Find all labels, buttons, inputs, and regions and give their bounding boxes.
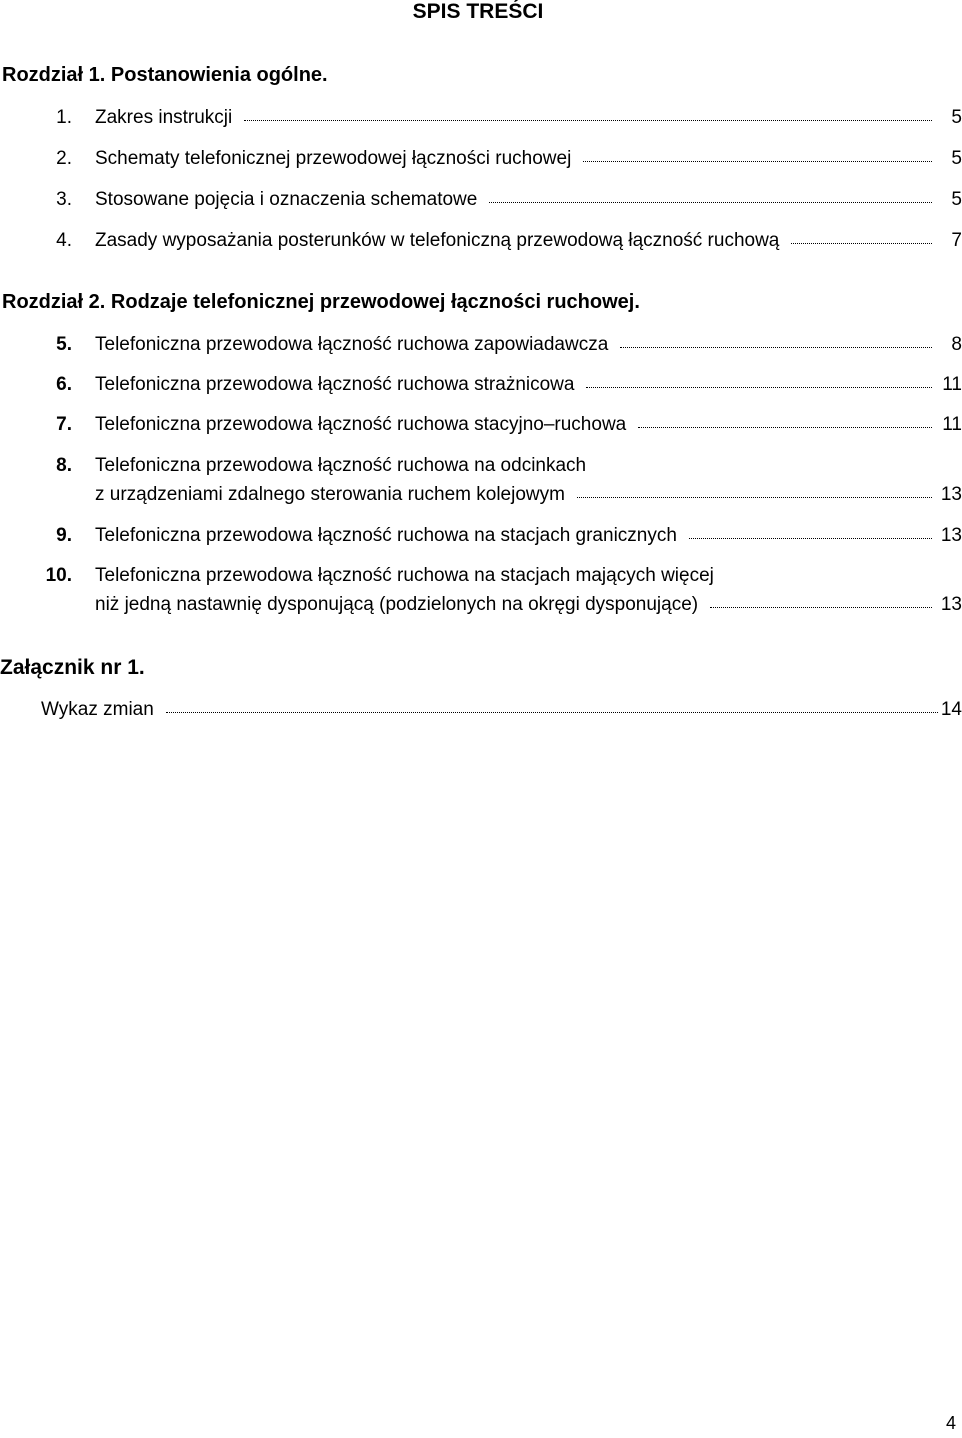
entry-page: 5 <box>951 189 962 210</box>
entry-page: 8 <box>951 334 962 355</box>
page-number: 4 <box>945 1413 956 1433</box>
page-title: SPIS TREŚCI <box>412 0 544 23</box>
entry-title: Telefoniczna przewodowa łączność ruchowa stacyjno–ruchowa <box>95 414 627 435</box>
dot-leader <box>689 538 932 539</box>
dot-leader <box>583 161 932 162</box>
dot-leader <box>577 497 932 498</box>
dot-leader <box>620 347 932 348</box>
entry-number: 9. <box>56 525 72 546</box>
entry-page: 11 <box>942 374 962 395</box>
dot-leader <box>638 427 932 428</box>
entry-number: 5. <box>56 334 72 355</box>
entry-number: 8. <box>56 455 72 476</box>
entry-title: Telefoniczna przewodowa łączność ruchowa strażnicowa <box>95 374 575 395</box>
entry-number: 7. <box>56 414 72 435</box>
entry-title-line1: Telefoniczna przewodowa łączność ruchowa na stacjach mających więcej <box>95 565 714 586</box>
entry-number: 6. <box>56 374 72 395</box>
entry-page: 13 <box>940 525 962 546</box>
appendix-heading: Załącznik nr 1. <box>0 656 145 679</box>
dot-leader <box>586 387 932 388</box>
entry-page: 7 <box>951 230 962 251</box>
entry-title: Zasady wyposażania posterunków w telefoniczną przewodową łączność ruchową <box>95 230 780 251</box>
dot-leader <box>244 120 932 121</box>
dot-leader <box>710 607 932 608</box>
entry-title: Telefoniczna przewodowa łączność ruchowa zapowiadawcza <box>95 334 609 355</box>
entry-title: Stosowane pojęcia i oznaczenia schematowe <box>95 189 478 210</box>
dot-leader <box>166 712 938 713</box>
entry-page: 11 <box>942 414 962 435</box>
entry-title: z urządzeniami zdalnego sterowania ruchem kolejowym <box>95 484 565 505</box>
entry-page: 5 <box>951 107 962 128</box>
dot-leader <box>489 202 932 203</box>
entry-title-line1: Telefoniczna przewodowa łączność ruchowa na odcinkach <box>95 455 587 476</box>
chapter-heading: Rozdział 2. Rodzaje telefonicznej przewodowej łączności ruchowej. <box>2 291 640 313</box>
entry-number: 2. <box>56 148 72 169</box>
entry-title: Zakres instrukcji <box>95 107 233 128</box>
entry-title: Schematy telefonicznej przewodowej łączności ruchowej <box>95 148 572 169</box>
entry-page: 13 <box>940 594 962 615</box>
entry-number: 4. <box>56 230 72 251</box>
dot-leader <box>791 243 932 244</box>
entry-page: 14 <box>940 699 962 720</box>
entry-page: 13 <box>940 484 962 505</box>
entry-number: 10. <box>45 565 72 586</box>
entry-number: 3. <box>56 189 72 210</box>
entry-title: Telefoniczna przewodowa łączność ruchowa na stacjach granicznych <box>95 525 677 546</box>
entry-title: Wykaz zmian <box>41 699 154 720</box>
entry-title: niż jedną nastawnię dysponującą (podzielonych na okręgi dysponujące) <box>95 594 699 615</box>
chapter-heading: Rozdział 1. Postanowienia ogólne. <box>2 64 328 86</box>
entry-number: 1. <box>56 107 72 128</box>
entry-page: 5 <box>951 148 962 169</box>
